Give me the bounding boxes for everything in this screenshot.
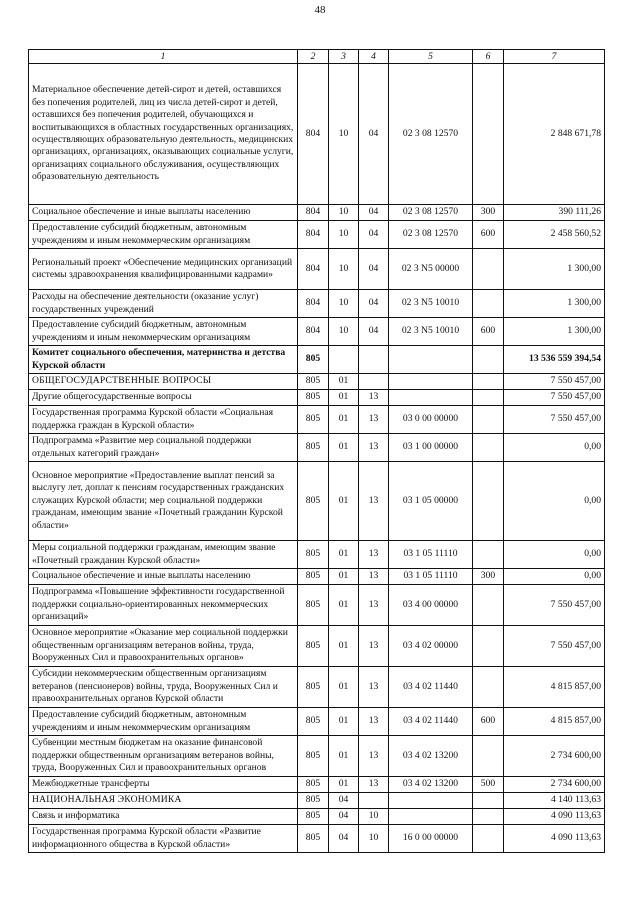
row-pr: [359, 793, 389, 809]
row-csr: 03 1 05 11110: [389, 541, 473, 569]
row-name: Межбюджетные трансферты: [29, 777, 298, 793]
row-rz: 01: [329, 406, 359, 434]
table-row: [29, 462, 605, 541]
row-rz: 10: [329, 221, 359, 249]
row-name: НАЦИОНАЛЬНАЯ ЭКОНОМИКА: [29, 793, 298, 809]
row-vr: [473, 541, 504, 569]
row-sum: 7 550 457,00: [504, 374, 605, 390]
row-rz: 10: [329, 290, 359, 318]
row-grbs: 804: [298, 205, 329, 221]
row-rz: 04: [329, 825, 359, 853]
row-name: Предоставление субсидий бюджетным, автономным учреждениям и иным некоммерческим организациям: [29, 708, 298, 736]
row-name: Подпрограмма «Развитие мер социальной поддержки отдельных категорий граждан»: [29, 434, 298, 462]
row-vr: [473, 64, 504, 205]
row-sum: 2 458 560,52: [504, 221, 605, 249]
row-rz: 01: [329, 667, 359, 708]
row-pr: 04: [359, 290, 389, 318]
row-csr: 02 3 N5 10010: [389, 290, 473, 318]
row-sum: 2 848 671,78: [504, 64, 605, 205]
row-pr: 04: [359, 221, 389, 249]
row-grbs: 805: [298, 777, 329, 793]
row-sum: 1 300,00: [504, 249, 605, 290]
header-col-sum: 7: [504, 50, 605, 64]
row-sum: 0,00: [504, 434, 605, 462]
row-grbs: 805: [298, 667, 329, 708]
row-rz: 10: [329, 318, 359, 346]
row-pr: 13: [359, 667, 389, 708]
row-grbs: 804: [298, 221, 329, 249]
row-grbs: 805: [298, 569, 329, 585]
header-row: [29, 50, 605, 64]
row-rz: 10: [329, 64, 359, 205]
row-csr: 03 1 00 00000: [389, 434, 473, 462]
row-sum: 0,00: [504, 462, 605, 541]
row-pr: 04: [359, 318, 389, 346]
row-name: Расходы на обеспечение деятельности (оказание услуг) государственных учреждений: [29, 290, 298, 318]
row-pr: 13: [359, 406, 389, 434]
row-grbs: 805: [298, 825, 329, 853]
row-rz: 10: [329, 249, 359, 290]
row-vr: 600: [473, 708, 504, 736]
row-rz: [329, 346, 359, 374]
row-csr: [389, 346, 473, 374]
row-pr: 10: [359, 809, 389, 825]
row-sum: 4 815 857,00: [504, 708, 605, 736]
header-col-rz: 3: [329, 50, 359, 64]
row-pr: 13: [359, 434, 389, 462]
row-sum: 0,00: [504, 569, 605, 585]
row-name: Субсидии некоммерческим общественным организациям ветеранов (пенсионеров) войны, труда, Вооруженных Сил и правоохранительных органов Курской области: [29, 667, 298, 708]
header-col-pr: 4: [359, 50, 389, 64]
row-pr: 10: [359, 825, 389, 853]
row-grbs: 804: [298, 318, 329, 346]
row-csr: 03 4 02 13200: [389, 777, 473, 793]
row-sum: 4 140 113,63: [504, 793, 605, 809]
row-rz: 01: [329, 390, 359, 406]
row-grbs: 805: [298, 390, 329, 406]
table-row: [29, 809, 605, 825]
row-rz: 01: [329, 434, 359, 462]
row-pr: 13: [359, 569, 389, 585]
row-pr: 13: [359, 390, 389, 406]
row-grbs: 805: [298, 809, 329, 825]
table-row: [29, 318, 605, 346]
row-csr: 03 4 02 11440: [389, 667, 473, 708]
row-pr: 13: [359, 626, 389, 667]
row-csr: 02 3 08 12570: [389, 64, 473, 205]
row-vr: [473, 434, 504, 462]
row-vr: [473, 374, 504, 390]
row-pr: 13: [359, 541, 389, 569]
header-col-grbs: 2: [298, 50, 329, 64]
table-row: [29, 406, 605, 434]
row-grbs: 805: [298, 541, 329, 569]
row-name: Подпрограмма «Повышение эффективности государственной поддержки социально-ориентированных некоммерческих организаций»: [29, 585, 298, 626]
row-grbs: 805: [298, 708, 329, 736]
row-csr: 02 3 N5 10010: [389, 318, 473, 346]
row-name: Государственная программа Курской области «Развитие информационного общества в Курской области»: [29, 825, 298, 853]
row-vr: [473, 290, 504, 318]
row-grbs: 805: [298, 585, 329, 626]
row-rz: 01: [329, 541, 359, 569]
row-name: Предоставление субсидий бюджетным, автономным учреждениям и иным некоммерческим организациям: [29, 221, 298, 249]
row-pr: 04: [359, 205, 389, 221]
row-sum: 4 090 113,63: [504, 809, 605, 825]
row-name: Социальное обеспечение и иные выплаты населению: [29, 205, 298, 221]
row-pr: 13: [359, 708, 389, 736]
row-vr: [473, 793, 504, 809]
header-col-csr: 5: [389, 50, 473, 64]
row-name: Основное мероприятие «Предоставление выплат пенсий за выслугу лет, доплат к пенсиям государственных гражданских служащих Курской области; мер социальной поддержки гражданам, имеющим звание «Почетный гражданин Курской области»: [29, 462, 298, 541]
row-rz: 01: [329, 374, 359, 390]
row-vr: [473, 626, 504, 667]
row-pr: [359, 374, 389, 390]
row-vr: [473, 462, 504, 541]
table-row: [29, 205, 605, 221]
row-pr: 13: [359, 736, 389, 777]
row-rz: 04: [329, 793, 359, 809]
row-grbs: 804: [298, 249, 329, 290]
table-row: [29, 736, 605, 777]
row-pr: 13: [359, 585, 389, 626]
row-sum: 390 111,26: [504, 205, 605, 221]
table-row: [29, 585, 605, 626]
row-grbs: 804: [298, 64, 329, 205]
row-grbs: 805: [298, 626, 329, 667]
table-row: [29, 346, 605, 374]
row-sum: 7 550 457,00: [504, 626, 605, 667]
row-vr: [473, 809, 504, 825]
table-row: [29, 626, 605, 667]
table-row: [29, 249, 605, 290]
row-csr: 03 1 05 11110: [389, 569, 473, 585]
table-row: [29, 390, 605, 406]
row-sum: 1 300,00: [504, 290, 605, 318]
row-rz: 04: [329, 809, 359, 825]
row-sum: 2 734 600,00: [504, 777, 605, 793]
row-name: Материальное обеспечение детей-сирот и детей, оставшихся без попечения родителей, лиц из числа детей-сирот и детей, оставшихся без попечения родителей, обучающихся и воспитывающихся в областных государственных организациях, осуществляющих образовательную деятельность, медицинских организациях, организациях, оказывающих социальные услуги, организациях социального обслуживания, осуществляющих образовательную деятельность: [29, 64, 298, 205]
row-csr: 03 0 00 00000: [389, 406, 473, 434]
row-grbs: 805: [298, 462, 329, 541]
row-pr: 13: [359, 777, 389, 793]
row-csr: 16 0 00 00000: [389, 825, 473, 853]
row-name: Основное мероприятие «Оказание мер социальной поддержки общественным организациям ветеранов войны, труда, Вооруженных Сил и правоохранительных органов»: [29, 626, 298, 667]
row-grbs: 805: [298, 346, 329, 374]
table-row: [29, 541, 605, 569]
row-csr: 03 4 02 00000: [389, 626, 473, 667]
row-name: Связь и информатика: [29, 809, 298, 825]
row-pr: 13: [359, 462, 389, 541]
table-row: [29, 221, 605, 249]
row-name: Меры социальной поддержки гражданам, имеющим звание «Почетный гражданин Курской области»: [29, 541, 298, 569]
row-rz: 10: [329, 205, 359, 221]
row-csr: 02 3 08 12570: [389, 221, 473, 249]
row-pr: 04: [359, 64, 389, 205]
row-sum: 2 734 600,00: [504, 736, 605, 777]
row-sum: 0,00: [504, 541, 605, 569]
row-vr: [473, 736, 504, 777]
row-vr: 600: [473, 221, 504, 249]
row-name: Другие общегосударственные вопросы: [29, 390, 298, 406]
row-pr: [359, 346, 389, 374]
row-vr: [473, 390, 504, 406]
row-rz: 01: [329, 777, 359, 793]
row-csr: [389, 793, 473, 809]
row-sum: 4 090 113,63: [504, 825, 605, 853]
row-vr: [473, 249, 504, 290]
page-number: 48: [314, 4, 326, 16]
row-csr: 02 3 08 12570: [389, 205, 473, 221]
budget-table: [28, 49, 605, 853]
row-vr: [473, 667, 504, 708]
row-vr: [473, 346, 504, 374]
table-row: [29, 777, 605, 793]
row-name: Субвенции местным бюджетам на оказание финансовой поддержки общественным организациям ветеранов войны, труда, Вооруженных Сил и правоохранительных органов: [29, 736, 298, 777]
row-vr: 300: [473, 205, 504, 221]
table-row: [29, 434, 605, 462]
row-vr: [473, 585, 504, 626]
row-vr: 600: [473, 318, 504, 346]
table-row: [29, 569, 605, 585]
row-rz: 01: [329, 569, 359, 585]
row-csr: 03 4 02 13200: [389, 736, 473, 777]
table-row: [29, 708, 605, 736]
table-row: [29, 290, 605, 318]
header-col-vr: 6: [473, 50, 504, 64]
row-name: Социальное обеспечение и иные выплаты населению: [29, 569, 298, 585]
row-rz: 01: [329, 626, 359, 667]
row-grbs: 805: [298, 434, 329, 462]
row-sum: 1 300,00: [504, 318, 605, 346]
row-rz: 01: [329, 708, 359, 736]
row-name: Предоставление субсидий бюджетным, автономным учреждениям и иным некоммерческим организациям: [29, 318, 298, 346]
row-name: Государственная программа Курской области «Социальная поддержка граждан в Курской области»: [29, 406, 298, 434]
row-sum: 7 550 457,00: [504, 390, 605, 406]
row-name: ОБЩЕГОСУДАРСТВЕННЫЕ ВОПРОСЫ: [29, 374, 298, 390]
row-vr: [473, 406, 504, 434]
row-pr: 04: [359, 249, 389, 290]
row-sum: 13 536 559 394,54: [504, 346, 605, 374]
row-csr: 02 3 N5 00000: [389, 249, 473, 290]
row-grbs: 805: [298, 736, 329, 777]
row-grbs: 805: [298, 374, 329, 390]
row-rz: 01: [329, 585, 359, 626]
row-csr: 03 4 02 11440: [389, 708, 473, 736]
row-csr: [389, 390, 473, 406]
row-sum: 4 815 857,00: [504, 667, 605, 708]
row-grbs: 805: [298, 793, 329, 809]
row-sum: 7 550 457,00: [504, 585, 605, 626]
row-name: Комитет социального обеспечения, материнства и детства Курской области: [29, 346, 298, 374]
row-vr: 500: [473, 777, 504, 793]
row-csr: [389, 374, 473, 390]
table-row: [29, 825, 605, 853]
table-row: [29, 667, 605, 708]
row-csr: 03 1 05 00000: [389, 462, 473, 541]
row-csr: 03 4 00 00000: [389, 585, 473, 626]
row-vr: [473, 825, 504, 853]
table-row: [29, 374, 605, 390]
table-row: [29, 793, 605, 809]
table-row: [29, 64, 605, 205]
row-name: Региональный проект «Обеспечение медицинских организаций системы здравоохранения квалифицированными кадрами»: [29, 249, 298, 290]
row-grbs: 805: [298, 406, 329, 434]
row-rz: 01: [329, 462, 359, 541]
row-rz: 01: [329, 736, 359, 777]
row-csr: [389, 809, 473, 825]
row-sum: 7 550 457,00: [504, 406, 605, 434]
header-col-name: 1: [29, 50, 298, 64]
row-grbs: 804: [298, 290, 329, 318]
row-vr: 300: [473, 569, 504, 585]
